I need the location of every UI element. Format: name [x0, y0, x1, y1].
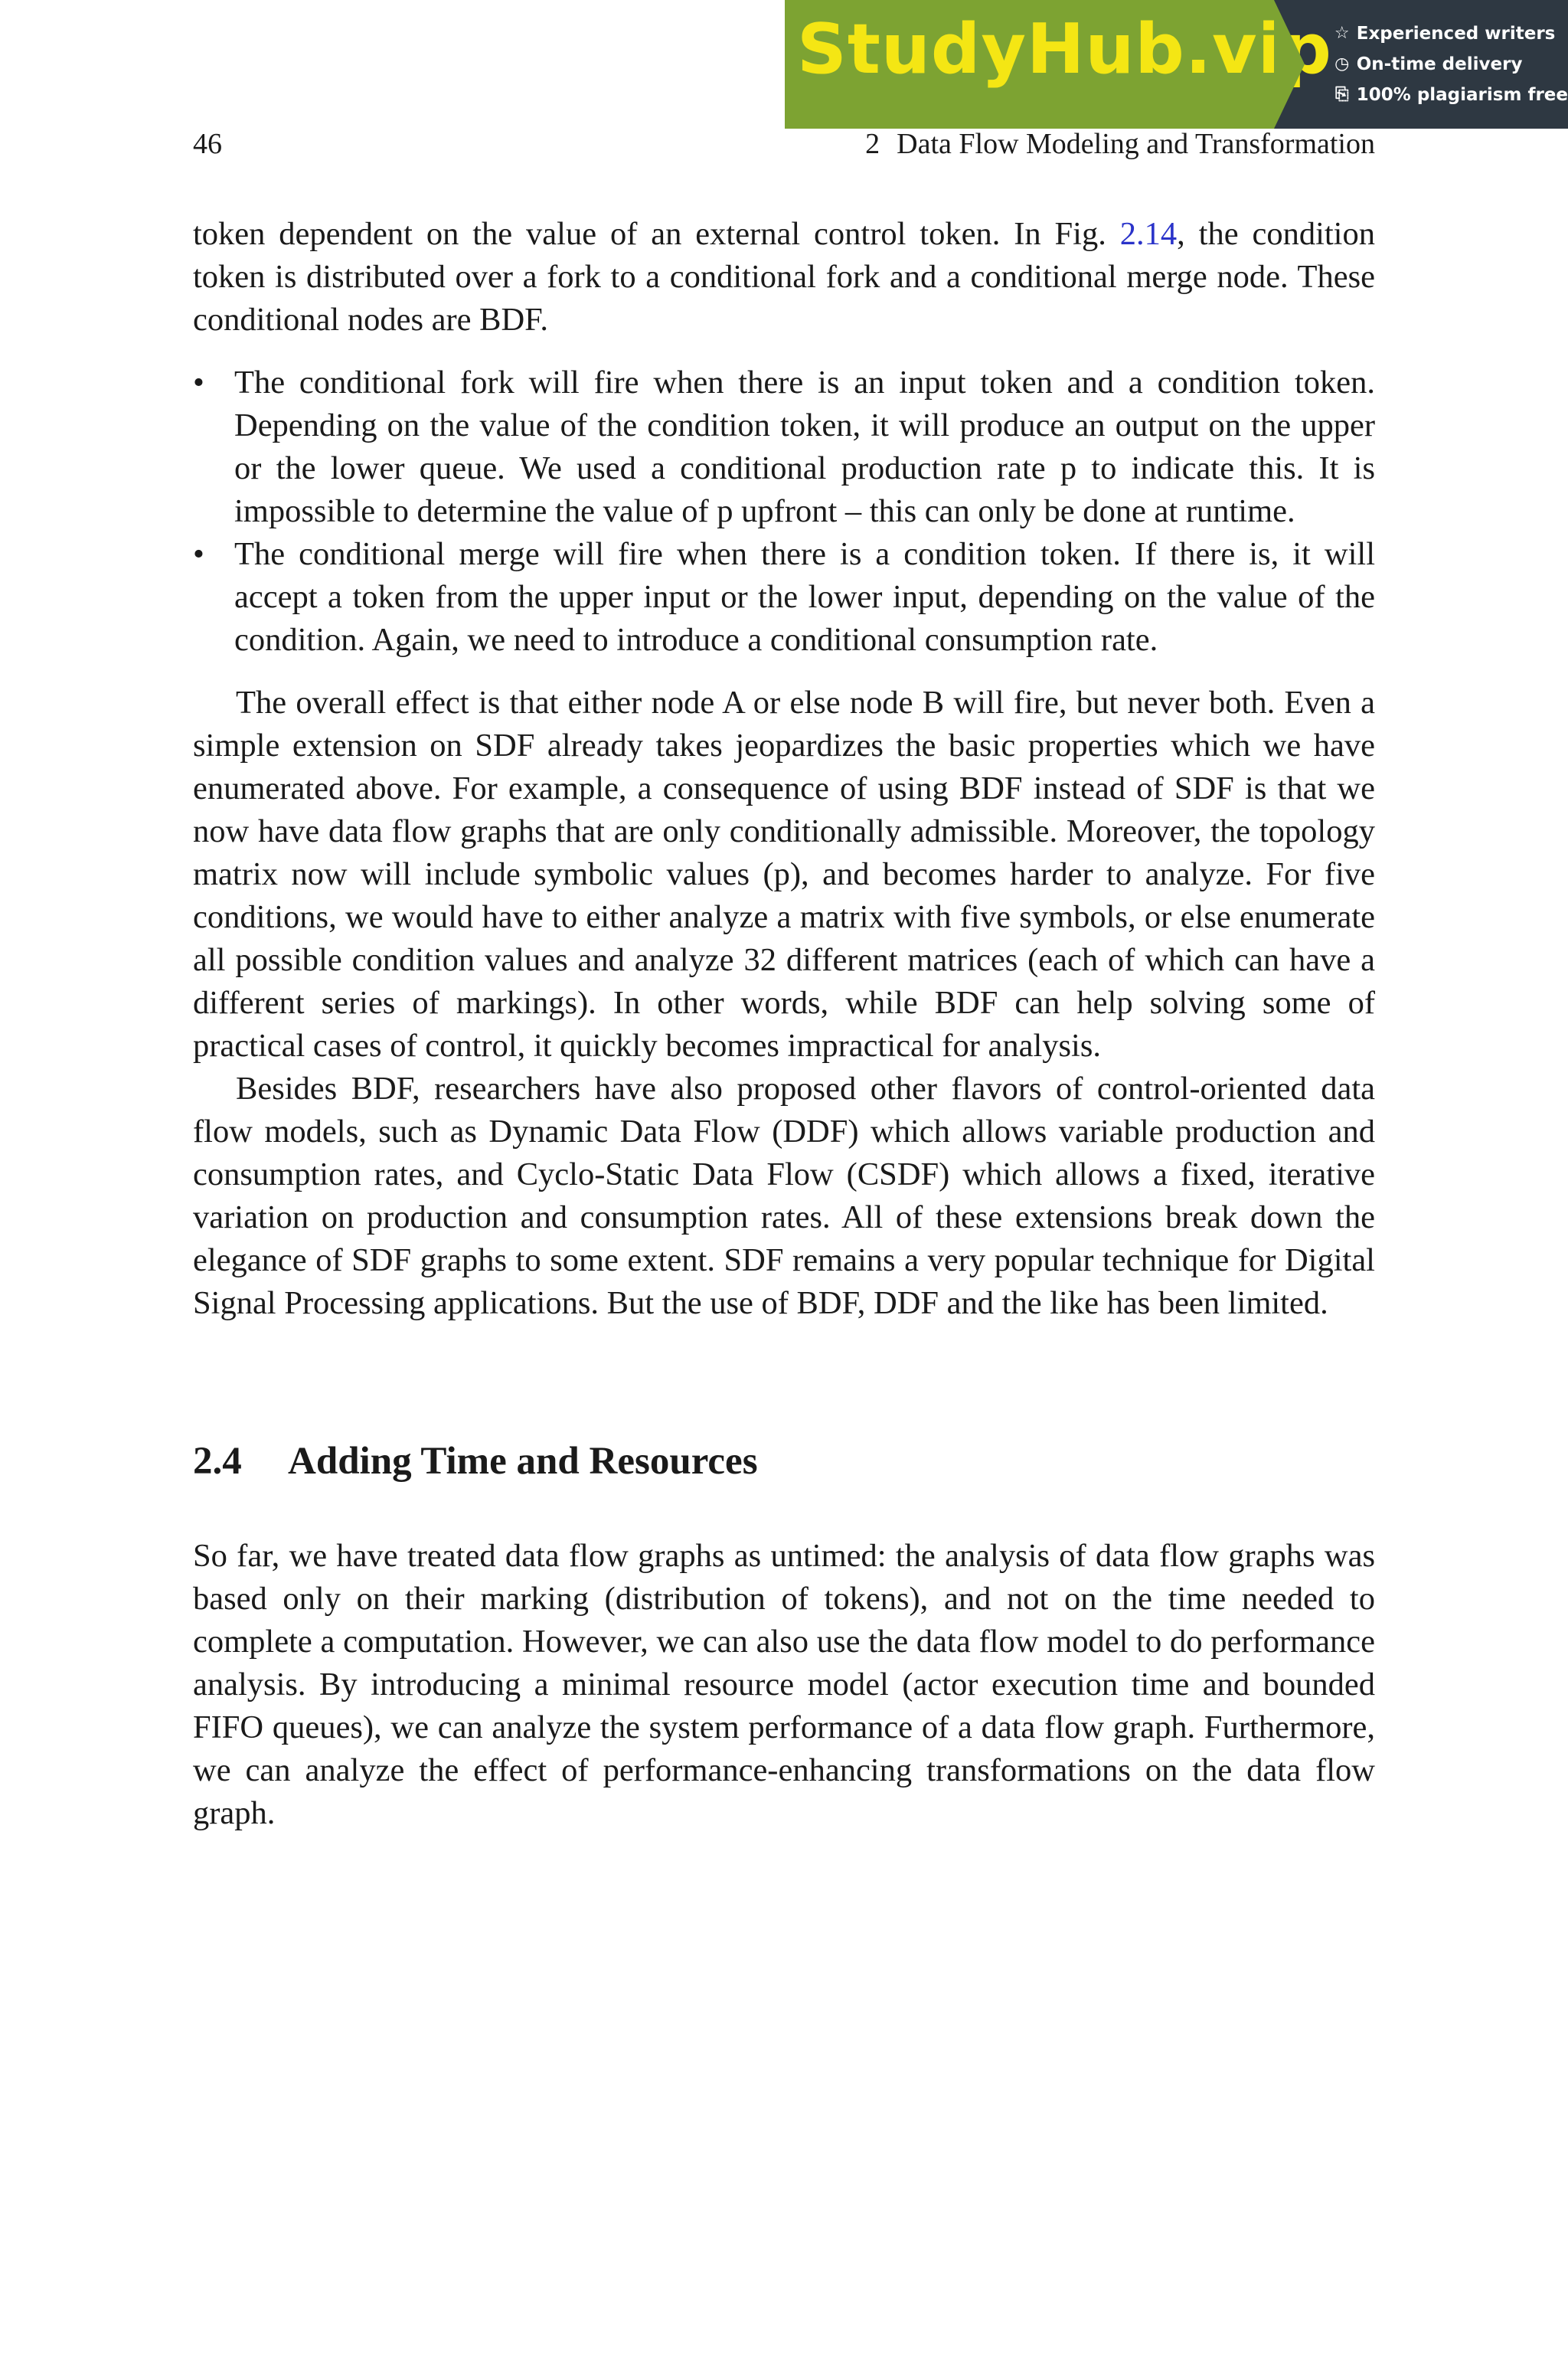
- page-number: 46: [193, 128, 222, 160]
- feature-on-time-delivery: [1332, 51, 1568, 77]
- bullet-icon: •: [193, 536, 204, 572]
- running-head: [865, 126, 1375, 162]
- feature-label: 100% plagiarism free: [1356, 85, 1568, 105]
- list-item-text: The conditional fork will fire when there is an input token and a condition token. Depending on the value of the condition token, it will produce an output on the upper or the lower queue. We used a conditional production rate p to indicate this. It is impossible to determine the value of p upfront – this can only be done at runtime.: [234, 365, 1375, 529]
- section-body-paragraph: So far, we have treated data flow graphs as untimed: the analysis of data flow graphs was based only on their marking (distribution of tokens), and not on the time needed to complete a computation. However, we can also use the data flow model to do performance analysis. By introducing a minimal resource model (actor execution time and bounded FIFO queues), we can analyze the system performance of a data flow graph. Furthermore, we can analyze the effect of performance-enhancing transformations on the data flow graph.: [193, 1538, 1375, 1831]
- banner-chevron-shape: [1274, 0, 1305, 129]
- clock-icon: ◷: [1334, 54, 1350, 74]
- section-title: Adding Time and Resources: [288, 1440, 758, 1483]
- spacer: [193, 1486, 1375, 1535]
- spacer: [193, 662, 1375, 682]
- page-content: [193, 213, 1375, 1835]
- chapter-number: 2: [865, 128, 880, 160]
- feature-plagiarism-free: [1332, 82, 1568, 108]
- feature-label: Experienced writers: [1356, 24, 1556, 44]
- chapter-title: Data Flow Modeling and Transformation: [897, 128, 1375, 160]
- intro-text-before: token dependent on the value of an external control token. In Fig.: [193, 216, 1120, 252]
- studyhub-logo[interactable]: [785, 0, 1332, 129]
- feature-label: On-time delivery: [1356, 54, 1523, 74]
- copy-check-icon: ⎘: [1334, 85, 1349, 104]
- spacer: [193, 342, 1375, 361]
- list-item: [193, 361, 1375, 533]
- list-item-text: The conditional merge will fire when there is a condition token. If there is, it will accept a token from the upper input or the lower input, depending on the value of the condition. Again, we need to introduce a conditional consumption rate.: [234, 536, 1375, 658]
- intro-text-after: , the condition token is distributed over a fork to a conditional fork and a conditional merge node. These conditional nodes are BDF.: [193, 216, 1375, 338]
- intro-paragraph: [193, 213, 1375, 342]
- section-number: 2.4: [193, 1440, 242, 1483]
- star-outline-icon: ☆: [1334, 24, 1350, 43]
- body-paragraph: The overall effect is that either node A or else node B will fire, but never both. Even a simple extension on SDF already takes jeopardizes the basic properties which we have enumerated above. For example, a consequence of using BDF instead of SDF is that we now have data flow graphs that are only conditionally admissible. Moreover, the topology matrix now will include symbolic values (p), and becomes harder to analyze. For five conditions, we would have to either analyze a matrix with five symbols, or else enumerate all possible condition values and analyze 32 different matrices (each of which can have a different series of markings). In other words, while BDF can help solving some of practical cases of control, it quickly becomes impractical for analysis.: [193, 685, 1375, 1064]
- figure-reference-link[interactable]: 2.14: [1119, 216, 1178, 252]
- bullet-list: [193, 361, 1375, 662]
- studyhub-banner[interactable]: [785, 0, 1568, 129]
- feature-experienced-writers: [1332, 21, 1568, 47]
- bullet-icon: •: [193, 365, 204, 401]
- studyhub-logo-text: StudyHub.vip: [797, 9, 1332, 90]
- body-paragraph: Besides BDF, researchers have also proposed other flavors of control-oriented data flow models, such as Dynamic Data Flow (DDF) which allows variable production and consumption rates, and Cyclo-Static Data Flow (CSDF) which allows a fixed, iterative variation on production and consumption rates. All of these extensions break down the elegance of SDF graphs to some extent. SDF remains a very popular technique for Digital Signal Processing applications. But the use of BDF, DDF and the like has been limited.: [193, 1071, 1375, 1321]
- section-heading: [193, 1437, 1375, 1486]
- list-item: [193, 533, 1375, 662]
